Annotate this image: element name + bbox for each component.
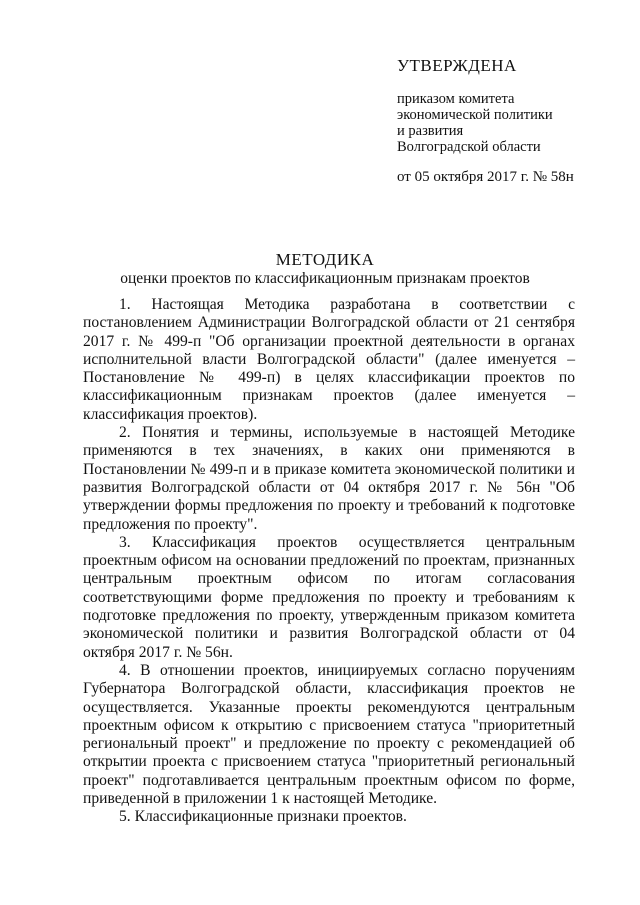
approval-title: УТВЕРЖДЕНА (397, 56, 517, 75)
document-subtitle: оценки проектов по классификационным признакам проектов (120, 270, 530, 287)
paragraph-1: 1. Настоящая Методика разработана в соответствии с постановлением Администрации Волгоградской области от 21 сентября 2017 г. № 499-п "Об организации проектной деятельности в органах исполнительной власти Волгоградской области" (далее именуется – Постановление № 499-п) в целях классификации проектов по классификационным признакам проектов (далее именуется – классификация проектов). (83, 296, 575, 423)
approval-line: и развития (397, 123, 464, 139)
title-block (80, 250, 570, 288)
approval-line: приказом комитета (397, 91, 515, 107)
document-body (83, 296, 575, 827)
paragraph-5: 5. Классификационные признаки проектов. (119, 808, 407, 826)
approval-line: Волгоградской области (397, 139, 541, 155)
approval-order-date: от 05 октября 2017 г. № 58н (397, 169, 574, 185)
paragraph-3: 3. Классификация проектов осуществляется центральным проектным офисом на основании предложений по проектам, признанных центральным проектным офисом по итогам согласования соответствующими форме предложения по проекту и требованиям к подготовке предложения по проекту, утвержденным приказом комитета экономической политики и развития Волгоградской области от 04 октября 2017 г. № 56н. (83, 533, 575, 661)
approval-line: экономической политики (397, 107, 553, 123)
approval-stamp (397, 58, 627, 185)
paragraph-4: 4. В отношении проектов, инициируемых согласно поручениям Губернатора Волгоградской области, классификация проектов не осуществляется. Указанные проекты рекомендуются центральным проектным офисом к открытию с присвоением статуса "приоритетный региональный проект" и предложение по проекту с рекомендацией об открытии проекта с присвоением статуса "приоритетный региональный проект" подготавливается центральным проектным офисом по форме, приведенной в приложении 1 к настоящей Методике. (83, 661, 575, 808)
document-title: МЕТОДИКА (275, 250, 375, 269)
paragraph-2: 2. Понятия и термины, используемые в настоящей Методике применяются в тех значениях, в каких они применяются в Постановлении № 499-п и в приказе комитета экономической политики и развития Волгоградской области от 04 октября 2017 г. № 56н "Об утверждении формы предложения по проекту и требований к подготовке предложения по проекту". (83, 424, 575, 533)
